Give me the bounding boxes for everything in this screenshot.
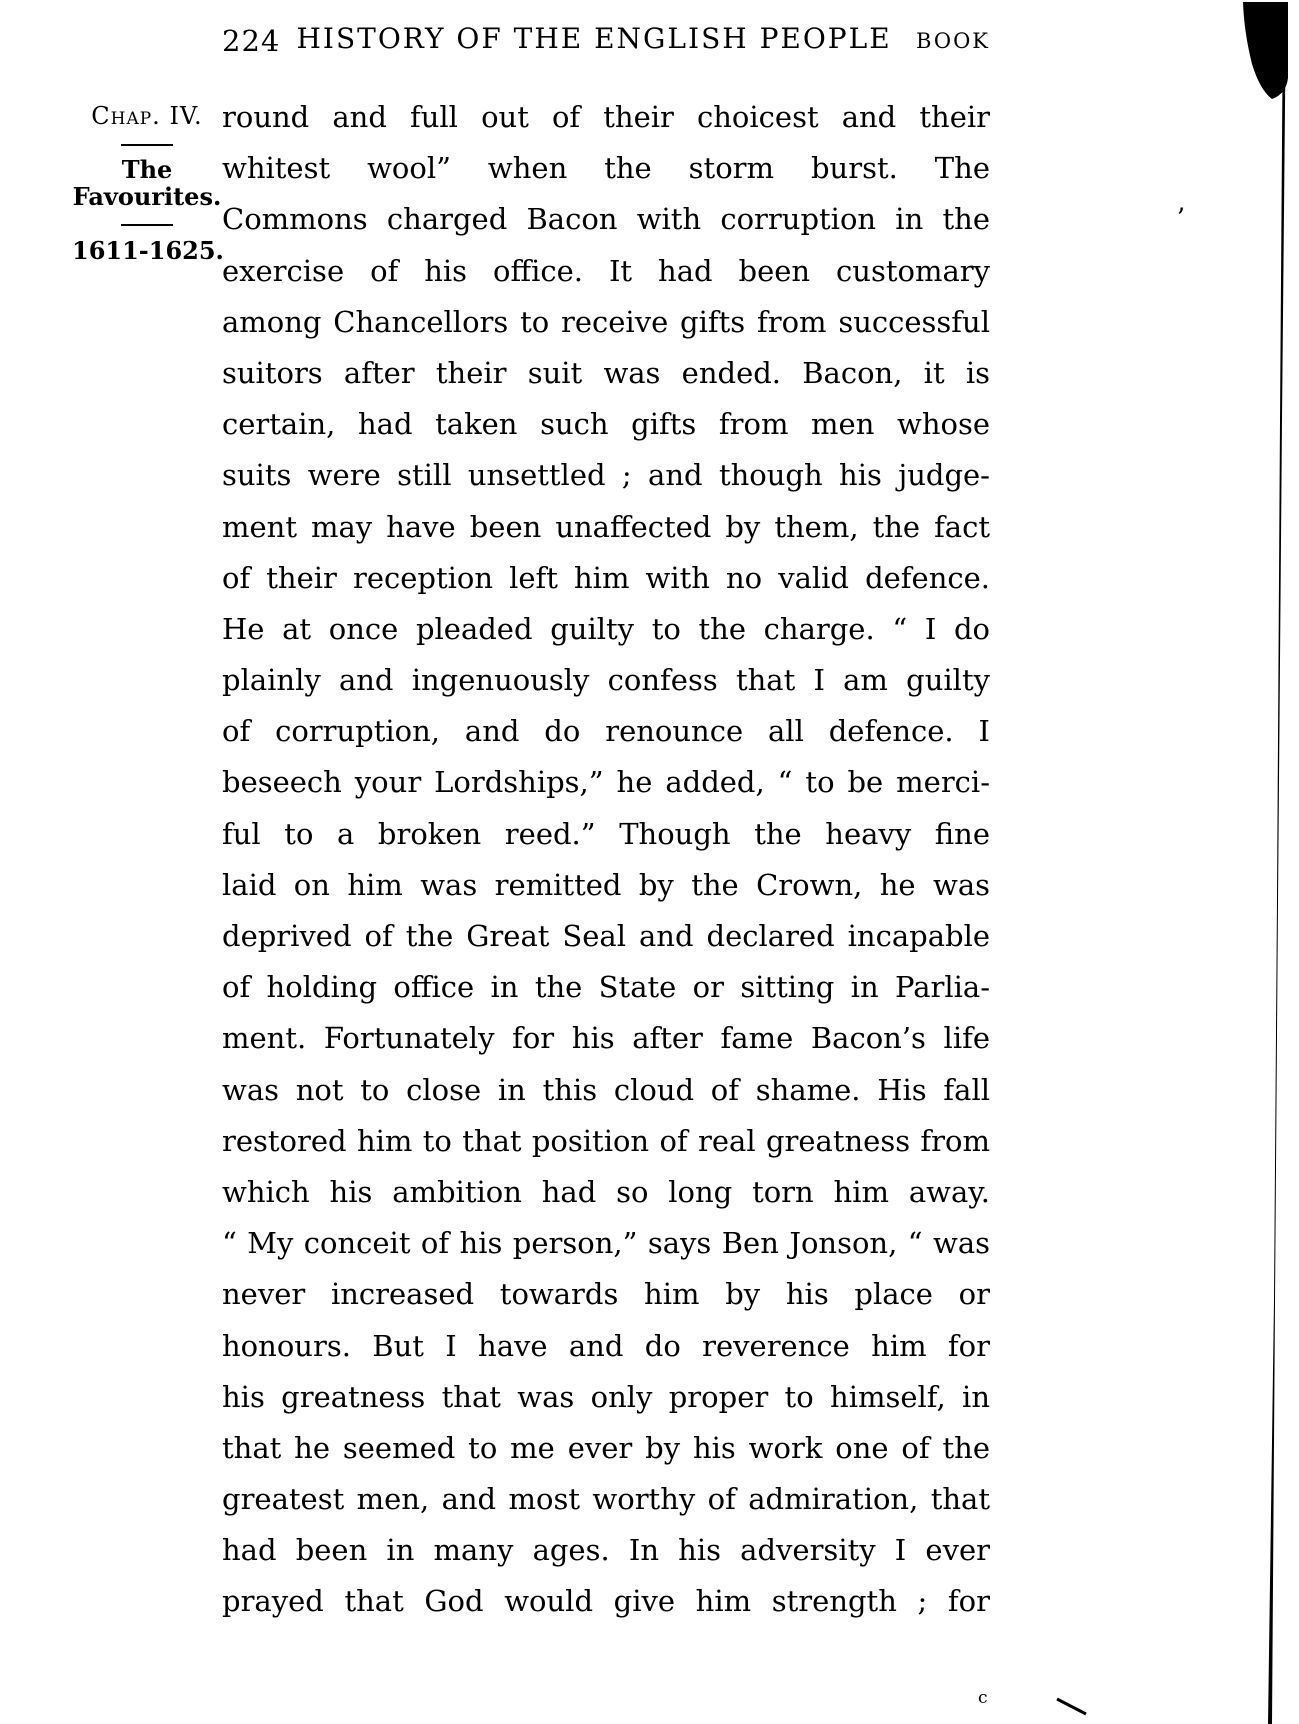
chapter-label: Chap. IV. <box>91 102 203 130</box>
text-line: of their reception left him with no valid defence. <box>222 560 990 595</box>
text-line: He at once pleaded guilty to the charge. “ I do <box>222 611 990 646</box>
page-edge-line <box>1268 2 1286 1724</box>
margin-rule <box>121 144 173 146</box>
text-line: exercise of his office. It had been customary <box>222 253 990 288</box>
running-header <box>222 22 990 62</box>
text-line: whitest wool” when the storm burst. The <box>222 151 990 186</box>
text-line: certain, had taken such gifts from men whose <box>222 407 990 442</box>
text-line: beseech your Lordships,” he added, “ to be merci- <box>222 765 990 800</box>
text-line: suitors after their suit was ended. Bacon, it is <box>222 355 990 390</box>
margin-notes <box>72 102 222 265</box>
text-line: which his ambition had so long torn him away. <box>222 1174 990 1209</box>
running-title: HISTORY OF THE ENGLISH PEOPLE <box>296 22 892 55</box>
margin-topic-line1: The <box>121 155 173 184</box>
text-line: deprived of the Great Seal and declared incapable <box>222 919 990 953</box>
text-line: ment may have been unaffected by them, the fact <box>222 509 990 544</box>
ink-blob-artifact <box>1243 2 1288 99</box>
text-line: among Chancellors to receive gifts from successful <box>222 304 990 339</box>
text-line: ment. Fortunately for his after fame Bacon’s life <box>222 1021 990 1056</box>
text-line: suits were still unsettled ; and though his judge- <box>222 458 990 493</box>
speck-comma-artifact: ʼ <box>1176 204 1185 234</box>
text-line: restored him to that position of real greatness from <box>222 1123 990 1158</box>
text-line: his greatness that was only proper to himself, in <box>222 1379 990 1414</box>
text-line: plainly and ingenuously confess that I am guilty <box>222 663 990 698</box>
text-line: ful to a broken reed.” Though the heavy fine <box>222 816 990 851</box>
text-line: Commons charged Bacon with corruption in the <box>222 202 990 237</box>
margin-date-range: 1611-1625. <box>72 236 224 265</box>
text-line: of holding office in the State or sitting in Parlia- <box>222 970 990 1005</box>
text-line: greatest men, and most worthy of admiration, that <box>222 1482 990 1517</box>
text-line: round and full out of their choicest and their <box>222 100 990 134</box>
page-number: 224 <box>222 24 281 58</box>
text-line: prayed that God would give him strength ; for <box>222 1584 990 1619</box>
text-line: honours. But I have and do reverence him for <box>222 1328 990 1363</box>
text-line: had been in many ages. In his adversity I ever <box>222 1533 990 1568</box>
text-line: was not to close in this cloud of shame. His fall <box>222 1072 990 1107</box>
body-text <box>222 92 990 1628</box>
text-line: that he seemed to me ever by his work one of the <box>222 1430 990 1465</box>
text-line: “ My conceit of his person,” says Ben Jonson, “ was <box>222 1226 990 1261</box>
text-line: laid on him was remitted by the Crown, he was <box>222 867 990 902</box>
text-line: never increased towards him by his place or <box>222 1277 990 1312</box>
margin-rule <box>121 224 173 226</box>
margin-topic-line2: Favourites. <box>72 182 222 211</box>
speck-c-artifact: ϲ <box>978 1688 988 1708</box>
text-line: of corruption, and do renounce all defence. I <box>222 714 990 749</box>
book-label: BOOK <box>916 29 990 53</box>
scratch-artifact <box>1057 1699 1086 1714</box>
